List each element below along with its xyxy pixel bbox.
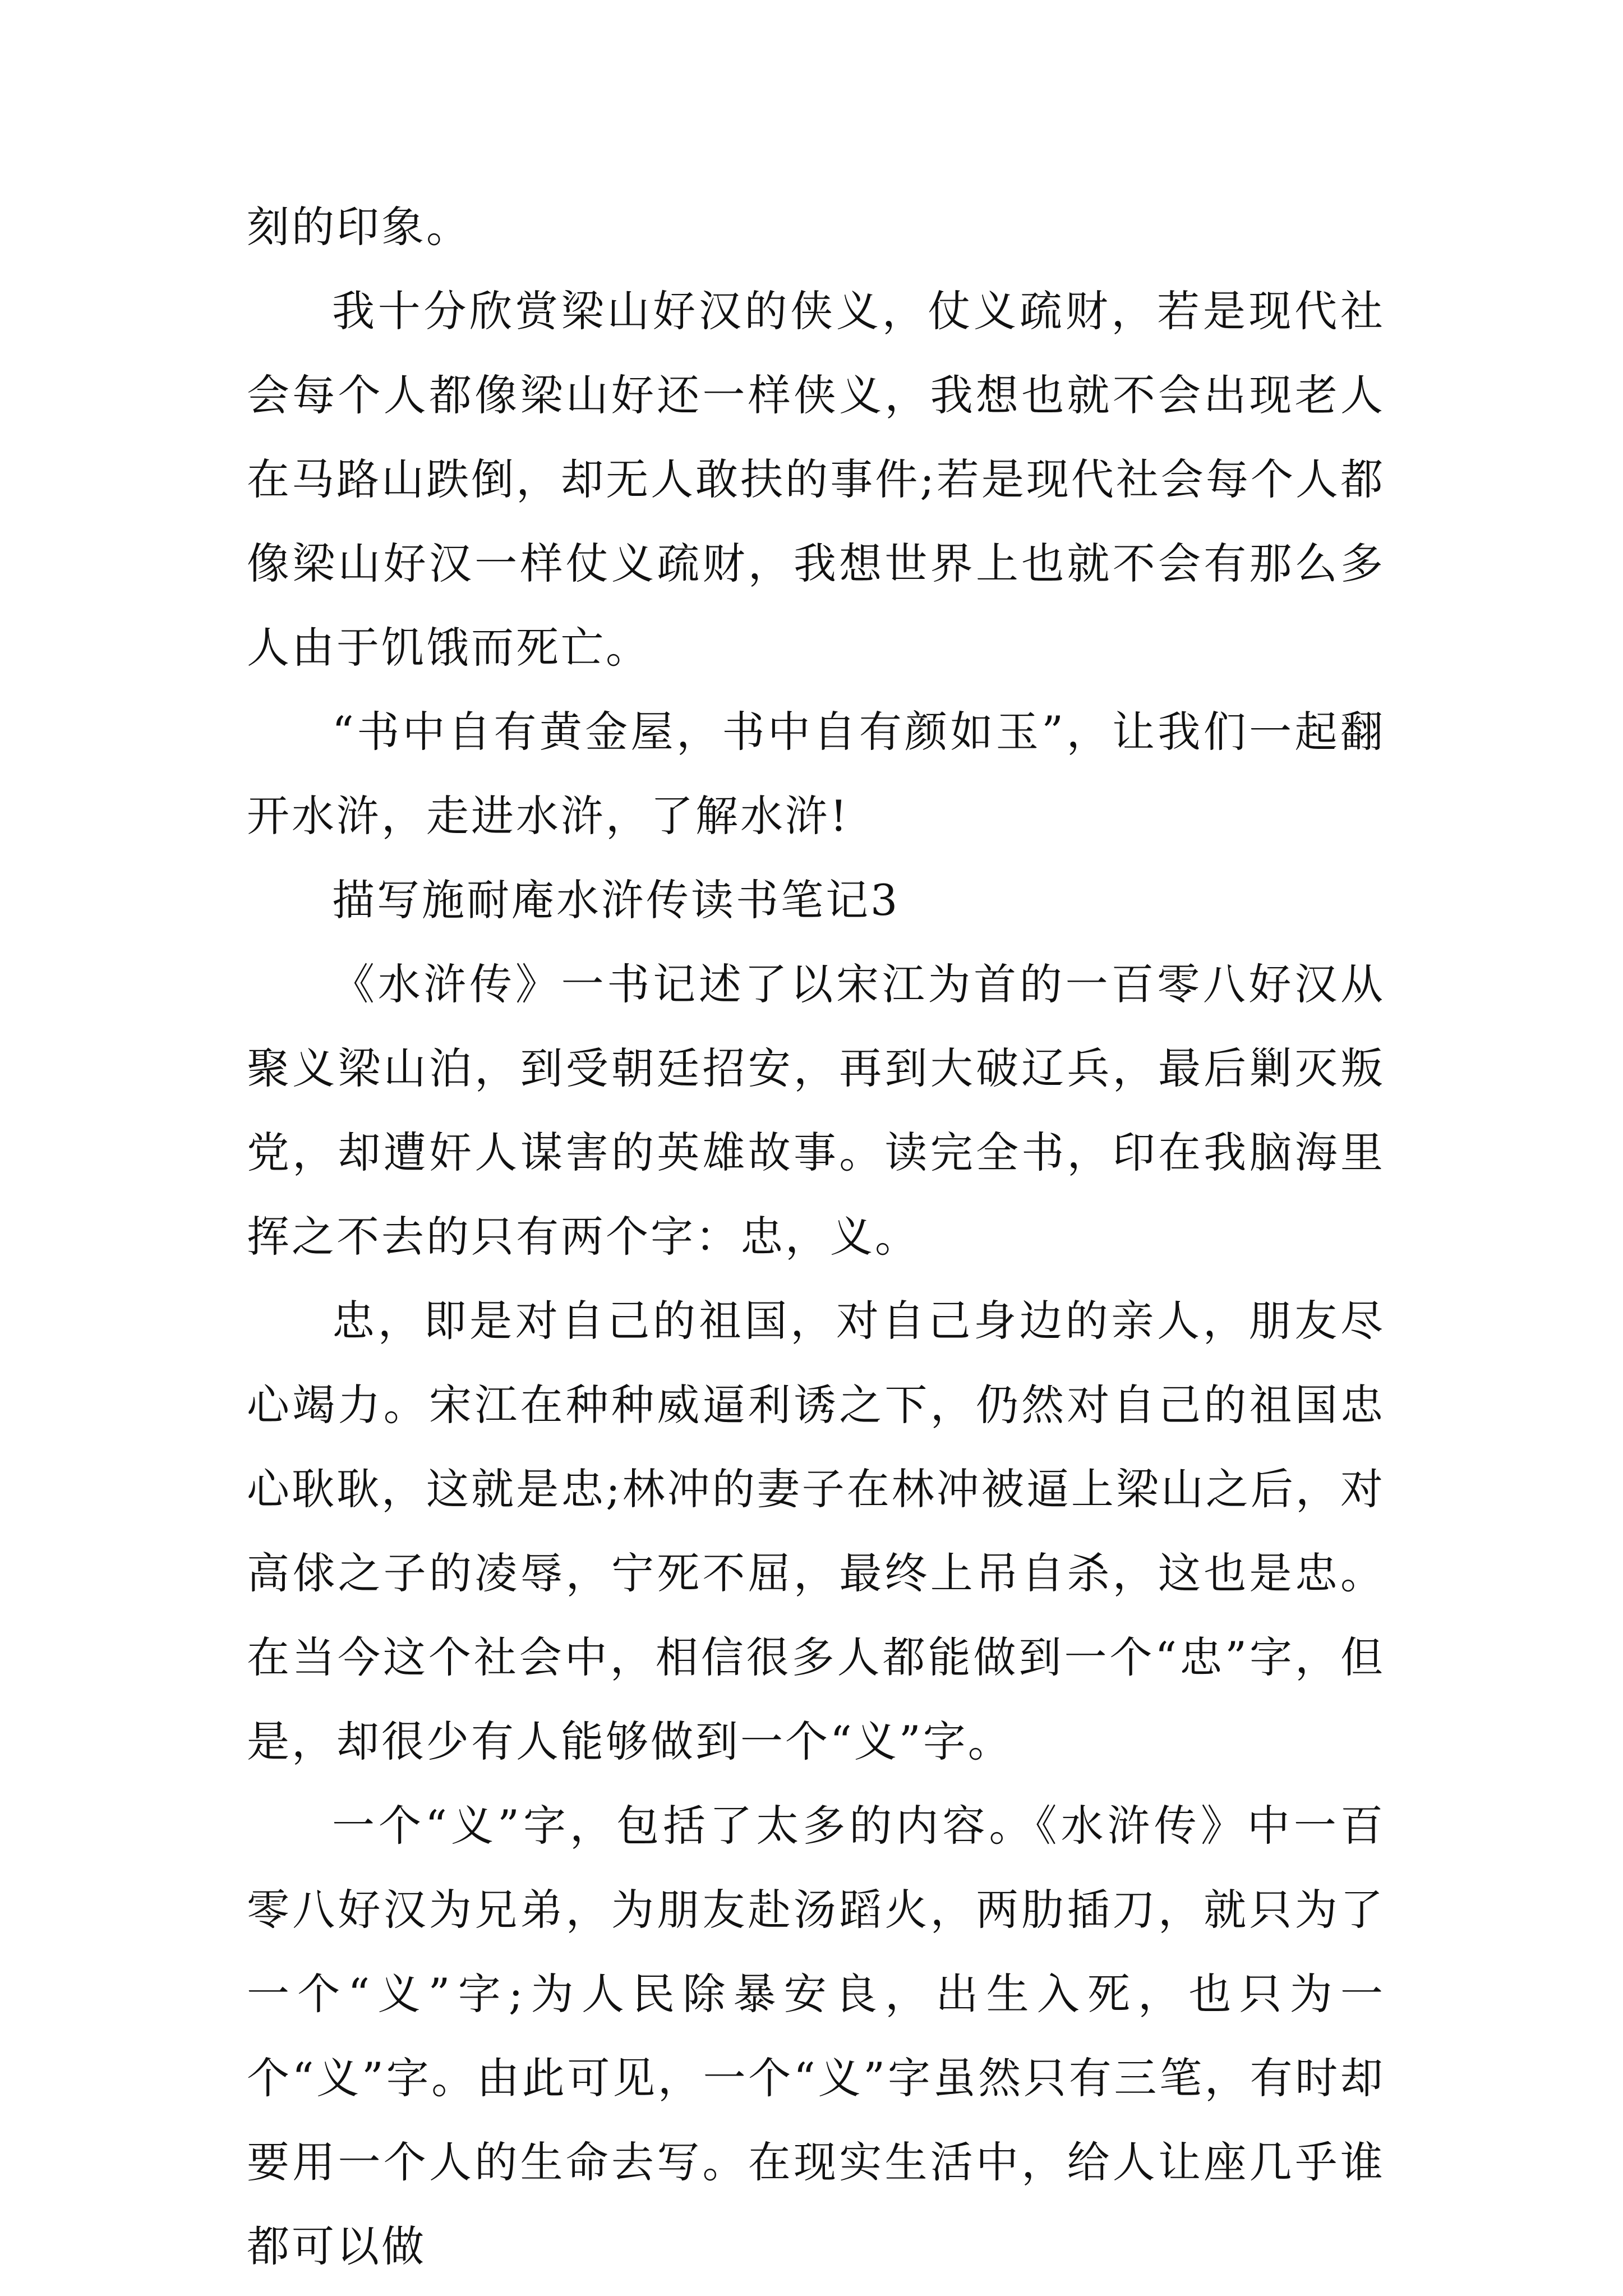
paragraph-continuation: 刻的印象。 xyxy=(247,202,471,252)
paragraph-righteousness: 一个“义”字，包括了太多的内容。《水浒传》中一百零八好汉为兄弟，为朋友赴汤蹈火，两肋插刀，就只为了一个“义”字;为人民除暴安良，出生入死，也只为一个“义”字。由此可见，一个“义”字虽然只有三笔，有时却要用一个人的生命去写。在现实生活中，给人让座几乎谁都可以做 xyxy=(247,1801,1385,2271)
paragraph-book-summary: 《水浒传》一书记述了以宋江为首的一百零八好汉从聚义梁山泊，到受朝廷招安，再到大破辽兵，最后剿灭叛党，却遭奸人谋害的英雄故事。读完全书，印在我脑海里挥之不去的只有两个字：忠，义。 xyxy=(247,959,1385,1262)
document-body xyxy=(247,185,1385,2289)
paragraph-book-quote: “书中自有黄金屋，书中自有颜如玉”，让我们一起翻开水浒，走进水浒，了解水浒! xyxy=(247,707,1385,841)
paragraph-liangshan-heroes: 我十分欣赏梁山好汉的侠义，仗义疏财，若是现代社会每个人都像梁山好还一样侠义，我想也就不会出现老人在马路山跌倒，却无人敢扶的事件;若是现代社会每个人都像梁山好汉一样仗义疏财，我想世界上也就不会有那么多人由于饥饿而死亡。 xyxy=(247,286,1385,673)
paragraph-loyalty: 忠，即是对自己的祖国，对自己身边的亲人，朋友尽心竭力。宋江在种种威逼利诱之下，仍然对自己的祖国忠心耿耿，这就是忠;林冲的妻子在林冲被逼上梁山之后，对高俅之子的凌辱，宁死不屈，最终上吊自杀，这也是忠。在当今这个社会中，相信很多人都能做到一个“忠”字，但是，却很少有人能够做到一个“义”字。 xyxy=(247,1296,1385,1766)
section-heading: 描写施耐庵水浒传读书笔记3 xyxy=(332,875,900,925)
